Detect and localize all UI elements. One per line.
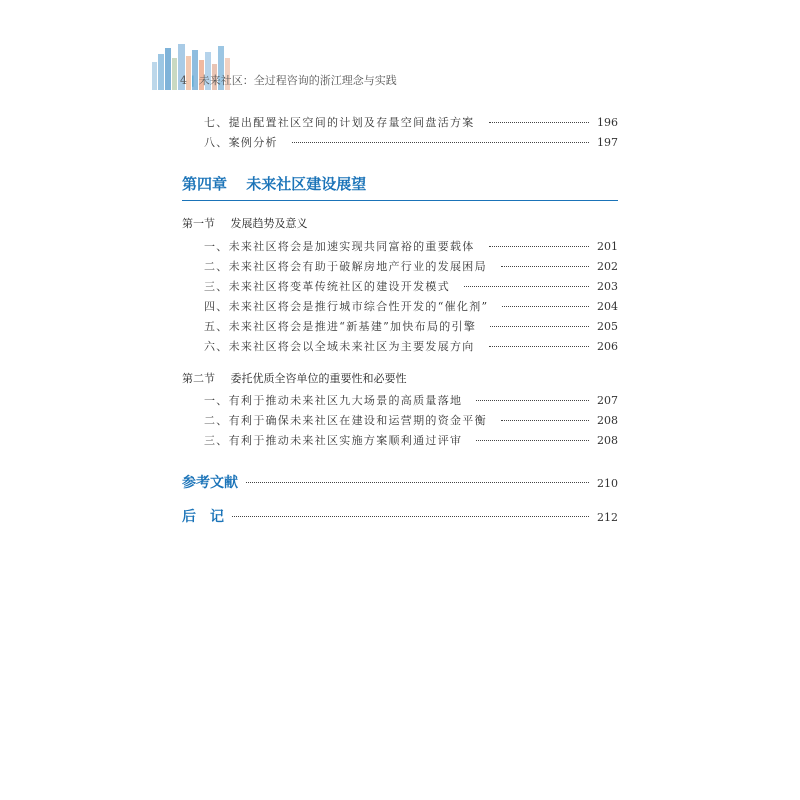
afterword-page: 212 <box>597 511 618 524</box>
toc-entry-page: 197 <box>597 136 618 149</box>
toc-entry-label: 六、未来社区将会以全域未来社区为主要发展方向 <box>204 340 475 353</box>
toc-dot-leader <box>476 400 589 401</box>
header-book-title: 未来社区：全过程咨询的浙江理念与实践 <box>198 74 397 87</box>
toc-dot-leader <box>489 246 589 247</box>
afterword-label: 后 记 <box>182 509 224 525</box>
toc-entry-page: 196 <box>597 116 618 129</box>
chapter-number: 第四章 <box>182 175 228 193</box>
toc-entry[interactable] <box>204 298 618 314</box>
section-title: 发展趋势及意义 <box>230 217 308 230</box>
toc-entry-label: 二、未来社区将会有助于破解房地产行业的发展困局 <box>204 260 487 273</box>
toc-entry-label: 四、未来社区将会是推行城市综合性开发的“催化剂” <box>204 300 489 313</box>
toc-dot-leader <box>476 440 589 441</box>
toc-entry[interactable] <box>204 114 618 130</box>
toc-entry-page: 207 <box>597 394 618 407</box>
toc-entry-page: 206 <box>597 340 618 353</box>
toc-entry[interactable] <box>204 392 618 408</box>
toc-entry-page: 203 <box>597 280 618 293</box>
toc-entry-page: 208 <box>597 434 618 447</box>
toc-entry[interactable] <box>204 238 618 254</box>
section-number: 第一节 <box>182 217 215 230</box>
running-header <box>180 72 397 88</box>
toc-dot-leader <box>501 420 589 421</box>
toc-dot-leader <box>489 346 589 347</box>
toc-entry[interactable] <box>204 258 618 274</box>
toc-dot-leader <box>464 286 589 287</box>
toc-entry[interactable] <box>204 278 618 294</box>
toc-entry-label: 三、有利于推动未来社区实施方案顺利通过评审 <box>204 434 463 447</box>
toc-dot-leader <box>490 326 589 327</box>
toc-entry-label: 七、提出配置社区空间的计划及存量空间盘活方案 <box>204 116 475 129</box>
toc-entry-page: 208 <box>597 414 618 427</box>
toc-entry[interactable] <box>204 412 618 428</box>
chapter-heading[interactable] <box>182 173 618 201</box>
toc-entry-label: 一、有利于推动未来社区九大场景的高质量落地 <box>204 394 463 407</box>
toc-dot-leader <box>232 516 589 517</box>
section-heading[interactable] <box>182 215 308 231</box>
toc-afterword[interactable] <box>182 506 618 526</box>
section-heading[interactable] <box>182 370 407 386</box>
toc-dot-leader <box>502 306 589 307</box>
section-title: 委托优质全咨单位的重要性和必要性 <box>230 372 407 385</box>
toc-entry-label: 八、案例分析 <box>204 136 278 149</box>
header-separator: | <box>191 73 195 87</box>
section-number: 第二节 <box>182 372 215 385</box>
toc-entry-page: 204 <box>597 300 618 313</box>
toc-entry[interactable] <box>204 134 618 150</box>
toc-dot-leader <box>489 122 589 123</box>
toc-entry-page: 201 <box>597 240 618 253</box>
toc-entry-label: 二、有利于确保未来社区在建设和运营期的资金平衡 <box>204 414 487 427</box>
header-page-number: 4 <box>180 73 187 87</box>
references-label: 参考文献 <box>182 475 238 491</box>
toc-entry-label: 五、未来社区将会是推进“新基建”加快布局的引擎 <box>204 320 477 333</box>
chapter-title: 未来社区建设展望 <box>246 175 367 193</box>
toc-entry-page: 205 <box>597 320 618 333</box>
toc-dot-leader <box>246 482 589 483</box>
references-page: 210 <box>597 477 618 490</box>
toc-entry[interactable] <box>204 432 618 448</box>
toc-entry[interactable] <box>204 338 618 354</box>
toc-entry-page: 202 <box>597 260 618 273</box>
toc-entry-label: 一、未来社区将会是加速实现共同富裕的重要载体 <box>204 240 475 253</box>
toc-entry-label: 三、未来社区将变革传统社区的建设开发模式 <box>204 280 450 293</box>
toc-dot-leader <box>292 142 589 143</box>
toc-dot-leader <box>501 266 589 267</box>
toc-references[interactable] <box>182 472 618 492</box>
toc-entry[interactable] <box>204 318 618 334</box>
